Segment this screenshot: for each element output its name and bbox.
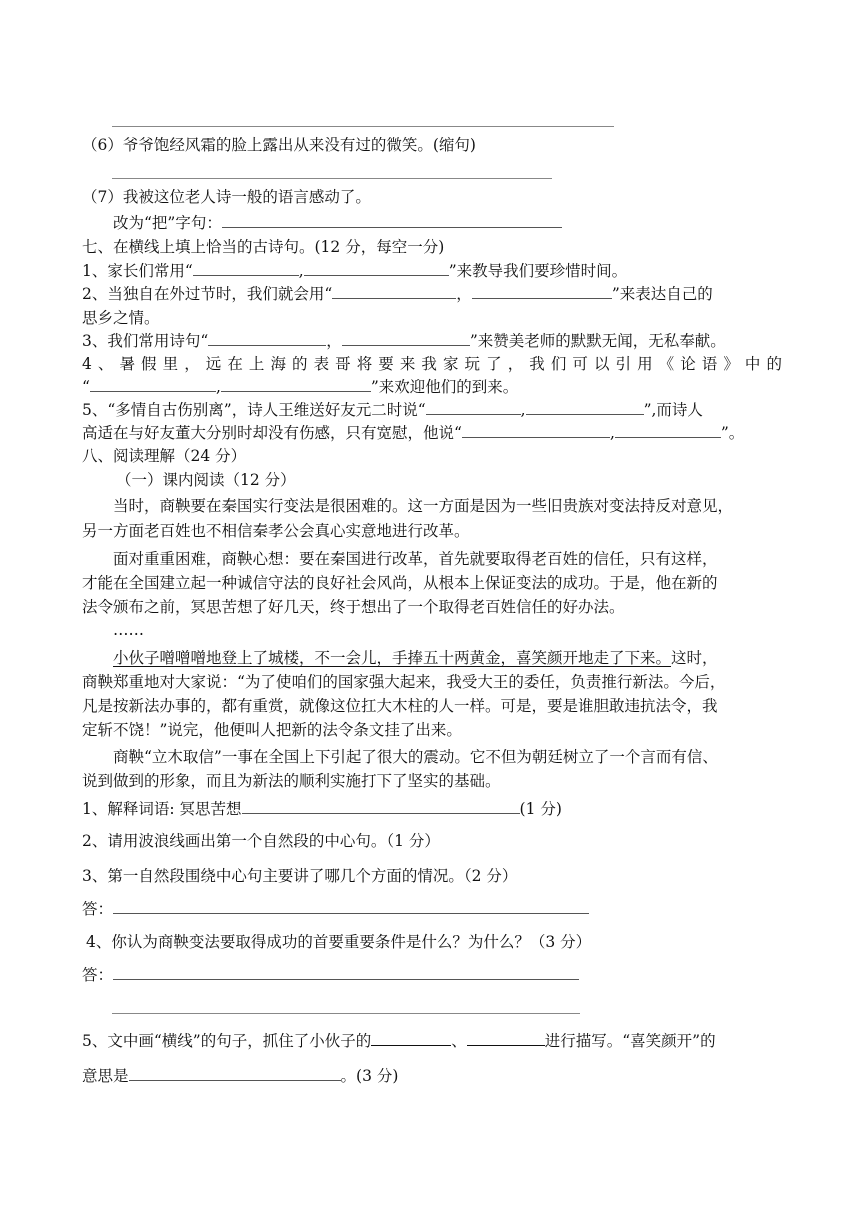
passage-p2-l3: 法令颁布之前，冥思苦想了好几天，终于想出了一个取得老百姓信任的好办法。	[82, 598, 625, 616]
answer-line-q6	[112, 178, 552, 179]
sec7-item-1	[82, 261, 627, 281]
sec7-item-1-sep: ,	[298, 262, 304, 280]
blank-4b[interactable]	[221, 377, 371, 392]
question-7-sub-label: 改为“把”字句：	[113, 214, 222, 232]
reading-q5-text-c: 进行描写。“喜笑颜开”的	[544, 1032, 716, 1050]
sec7-item-4-cont	[82, 377, 518, 397]
passage-p1-l2: 另一方面老百姓也不相信秦孝公会真心实意地进行改革。	[82, 522, 470, 540]
passage-p2-l1: 面对重重困难，商鞅心想：要在秦国进行改革，首先就要取得老百姓的信任，只有这样，	[113, 550, 718, 568]
sec7-item-5-cont	[82, 423, 744, 443]
sec7-item-5-text-c: ”,而诗人	[643, 401, 703, 419]
sec7-item-2-cont: 思乡之情。	[82, 309, 160, 327]
blank-2b[interactable]	[472, 284, 612, 299]
answer-label-q4: 答：	[82, 966, 114, 984]
question-6: （6）爷爷饱经风霜的脸上露出从来没有过的微笑。(缩句)	[82, 136, 476, 154]
passage-p3-l2: 商鞅郑重地对大家说：“为了使咱们的国家强大起来，我受大王的委任，负责推行新法。今后，	[82, 673, 726, 691]
sec7-item-2-text-a: 2、当独自在外过节时，我们就会用“	[82, 285, 333, 303]
underlined-sentence: 小伙子噌噌噌地登上了城楼，不一会儿，手捧五十两黄金，喜笑颜开地走了下来。	[113, 649, 672, 667]
reading-q3-answer	[82, 899, 589, 919]
passage-p1-l1: 当时，商鞅要在秦国实行变法是很困难的。这一方面是因为一些旧贵族对变法持反对意见，	[113, 497, 734, 515]
passage-p2-l2: 才能在全国建立起一种诚信守法的良好社会风尚，从根本上保证变法的成功。于是，他在新的	[82, 574, 718, 592]
blank-5b[interactable]	[526, 400, 644, 415]
sec7-item-5-sep: ,	[520, 401, 526, 419]
reading-q5-text-d: 意思是	[82, 1067, 129, 1085]
question-7-sub	[113, 213, 562, 233]
reading-q4: 4、你认为商鞅变法要取得成功的首要重要条件是什么？为什么？（3 分）	[86, 933, 592, 951]
reading-q5-sep: 、	[451, 1032, 467, 1050]
answer-line-r4b[interactable]	[112, 1013, 580, 1014]
reading-q1-text: 1、解释词语: 冥思苦想	[82, 800, 242, 818]
passage-p3-l1	[113, 648, 718, 668]
reading-q5-cont	[82, 1066, 398, 1086]
passage-p4-l2: 说到做到的形象，而且为新法的顺利实施打下了坚实的基础。	[82, 772, 501, 790]
passage-p3-l3: 凡是按新法办事的，都有重赏，就像这位扛大木柱的人一样。可是，要是谁胆敢违抗法令，我	[82, 697, 718, 715]
answer-line-r4a[interactable]	[113, 965, 579, 980]
sec7-item-4: 4、暑假里，远在上海的表哥将要来我家玩了，我们可以引用《论语》中的	[82, 355, 782, 373]
blank-5d[interactable]	[615, 423, 721, 438]
sec7-item-3	[82, 331, 726, 351]
answer-blank-r5b[interactable]	[467, 1031, 545, 1046]
reading-q5	[82, 1031, 716, 1051]
passage-p3-l4: 定斩不饶！”说完，他便叫人把新的法令条文挂了出来。	[82, 721, 462, 739]
reading-q5-text-a: 5、文中画“横线”的句子，抓住了小伙子的	[82, 1032, 372, 1050]
answer-blank-q7[interactable]	[222, 213, 562, 228]
sec7-item-3-text-a: 3、我们常用诗句“	[82, 332, 209, 350]
reading-q1-score: (1 分)	[519, 800, 562, 818]
reading-q3: 3、第一自然段围绕中心句主要讲了哪几个方面的情况。（2 分）	[82, 867, 518, 885]
blank-3a[interactable]	[208, 331, 326, 346]
blank-5c[interactable]	[462, 423, 610, 438]
blank-3b[interactable]	[342, 331, 470, 346]
reading-q4-answer	[82, 965, 579, 985]
sec7-item-2	[82, 284, 713, 304]
sec7-item-5-text-f: ”。	[720, 424, 745, 442]
section-8-subtitle: （一）课内阅读（12 分）	[116, 471, 296, 489]
question-7: （7）我被这位老人诗一般的语言感动了。	[82, 188, 371, 206]
sec7-item-5	[82, 400, 703, 420]
sec7-item-4-text-a: “	[82, 378, 90, 396]
sec7-item-3-text-c: ”来赞美老师的默默无闻，无私奉献。	[469, 332, 726, 350]
sec7-item-4-text-c: ”来欢迎他们的到来。	[370, 378, 519, 396]
answer-blank-r5a[interactable]	[371, 1031, 451, 1046]
section-8-title: 八、阅读理解（24 分）	[82, 447, 247, 465]
section-7-title: 七、在横线上填上恰当的古诗句。(12 分，每空一分)	[82, 238, 445, 256]
passage-p4-l1: 商鞅“立木取信”一事在全国上下引起了很大的震动。它不但为朝廷树立了一个言而有信、	[113, 748, 718, 766]
reading-q1	[82, 799, 562, 819]
sec7-item-2-sep: ，	[456, 285, 472, 303]
passage-ellipsis: ……	[113, 621, 144, 639]
blank-2a[interactable]	[332, 284, 456, 299]
sec7-item-5-text-d: 高适在与好友董大分别时却没有伤感，只有宽慰，他说“	[82, 424, 462, 442]
sec7-item-3-sep: ，	[326, 332, 342, 350]
passage-p3-l1-rest: 这时，	[671, 649, 718, 667]
blank-1b[interactable]	[304, 261, 449, 276]
sec7-item-5-sep2: ,	[609, 424, 615, 442]
answer-line-r3[interactable]	[113, 899, 589, 914]
reading-q5-score: 。(3 分)	[340, 1067, 399, 1085]
answer-label-q3: 答：	[82, 900, 114, 918]
blank-4a[interactable]	[90, 377, 216, 392]
reading-q2: 2、请用波浪线画出第一个自然段的中心句。（1 分）	[82, 832, 440, 850]
sec7-item-4-sep: ,	[215, 378, 221, 396]
answer-blank-r5c[interactable]	[129, 1066, 341, 1081]
answer-blank-r1[interactable]	[242, 799, 520, 814]
sec7-item-5-text-a: 5、“多情自古伤别离”，诗人王维送好友元二时说“	[82, 401, 426, 419]
sec7-item-2-text-c: ”来表达自己的	[611, 285, 713, 303]
sec7-item-1-text-c: ”来教导我们要珍惜时间。	[448, 262, 628, 280]
blank-1a[interactable]	[193, 261, 299, 276]
blank-5a[interactable]	[426, 400, 521, 415]
answer-line-q5	[112, 126, 614, 127]
sec7-item-1-text-a: 1、家长们常用“	[82, 262, 193, 280]
